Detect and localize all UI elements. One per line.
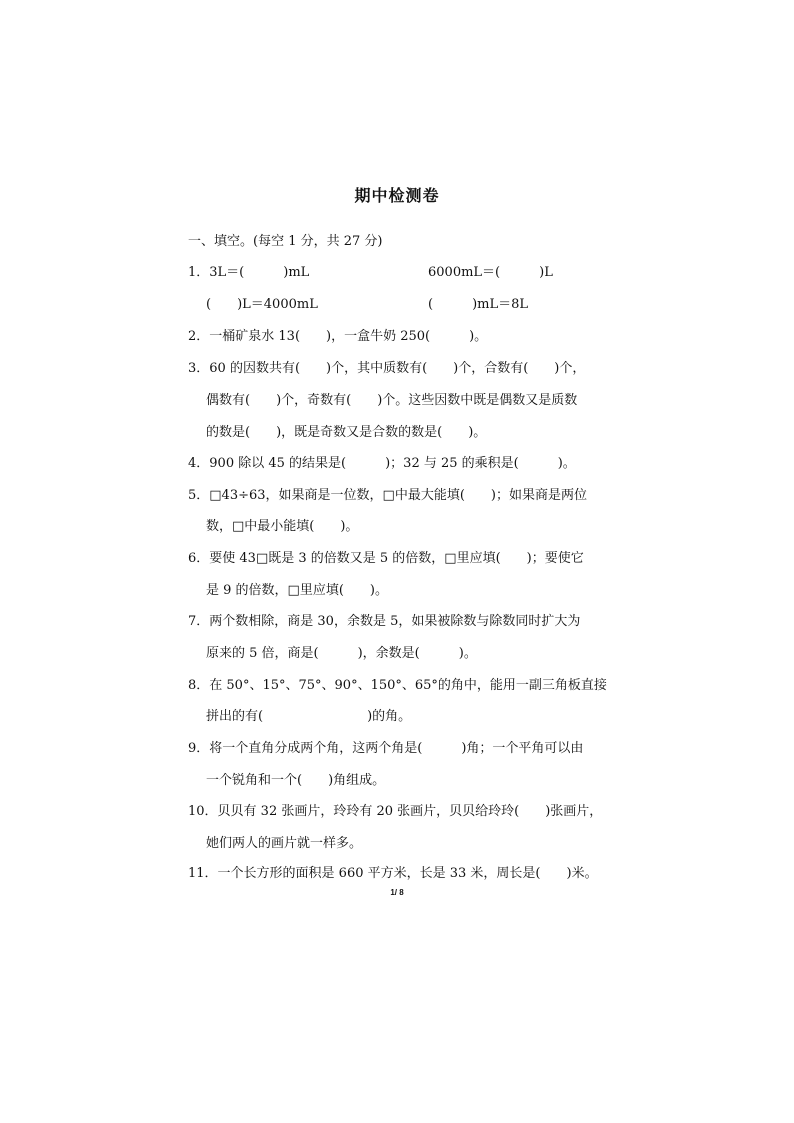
question-11: 11．一个长方形的面积是 660 平方米，长是 33 米，周长是( )米。 (188, 866, 598, 881)
question-10-line-2: 她们两人的画片就一样多。 (206, 836, 363, 851)
question-3-line-1: 3．60 的因数共有( )个，其中质数有( )个，合数有( )个， (188, 361, 586, 376)
question-10-line-1: 10．贝贝有 32 张画片，玲玲有 20 张画片，贝贝给玲玲( )张画片， (188, 804, 603, 819)
question-4: 4．900 除以 45 的结果是( )；32 与 25 的乘积是( )。 (188, 456, 576, 471)
question-1b: 6000mL＝( )L (428, 265, 553, 280)
question-2: 2．一桶矿泉水 13( )，一盒牛奶 250( )。 (188, 329, 488, 344)
question-3-line-2: 偶数有( )个，奇数有( )个。这些因数中既是偶数又是质数 (206, 393, 578, 408)
question-1c: ( )L＝4000mL (206, 297, 318, 312)
page-title: 期中检测卷 (354, 186, 440, 205)
question-6-line-2: 是 9 的倍数，□里应填( )。 (206, 583, 388, 598)
question-7-line-1: 7．两个数相除，商是 30，余数是 5，如果被除数与除数同时扩大为 (188, 614, 581, 629)
page-number: 1/ 8 (390, 888, 404, 897)
question-5-line-1: 5．□43÷63，如果商是一位数，□中最大能填( )；如果商是两位 (188, 488, 587, 503)
question-8-line-1: 8．在 50°、15°、75°、90°、150°、65°的角中，能用一副三角板直接 (188, 678, 607, 693)
question-9-line-1: 9．将一个直角分成两个角，这两个角是( )角；一个平角可以由 (188, 741, 584, 756)
question-6-line-1: 6．要使 43□既是 3 的倍数又是 5 的倍数，□里应填( )；要使它 (188, 551, 584, 566)
question-1a: 1．3L＝( )mL (188, 265, 310, 280)
question-1d: ( )mL＝8L (428, 297, 529, 312)
question-3-line-3: 的数是( )，既是奇数又是合数的数是( )。 (206, 425, 487, 440)
question-9-line-2: 一个锐角和一个( )角组成。 (206, 773, 386, 788)
section-heading: 一、填空。(每空 1 分，共 27 分) (188, 234, 383, 249)
question-7-line-2: 原来的 5 倍，商是( )，余数是( )。 (206, 646, 477, 661)
question-8-line-2: 拼出的有( )的角。 (206, 709, 412, 724)
question-5-line-2: 数，□中最小能填( )。 (206, 519, 359, 534)
